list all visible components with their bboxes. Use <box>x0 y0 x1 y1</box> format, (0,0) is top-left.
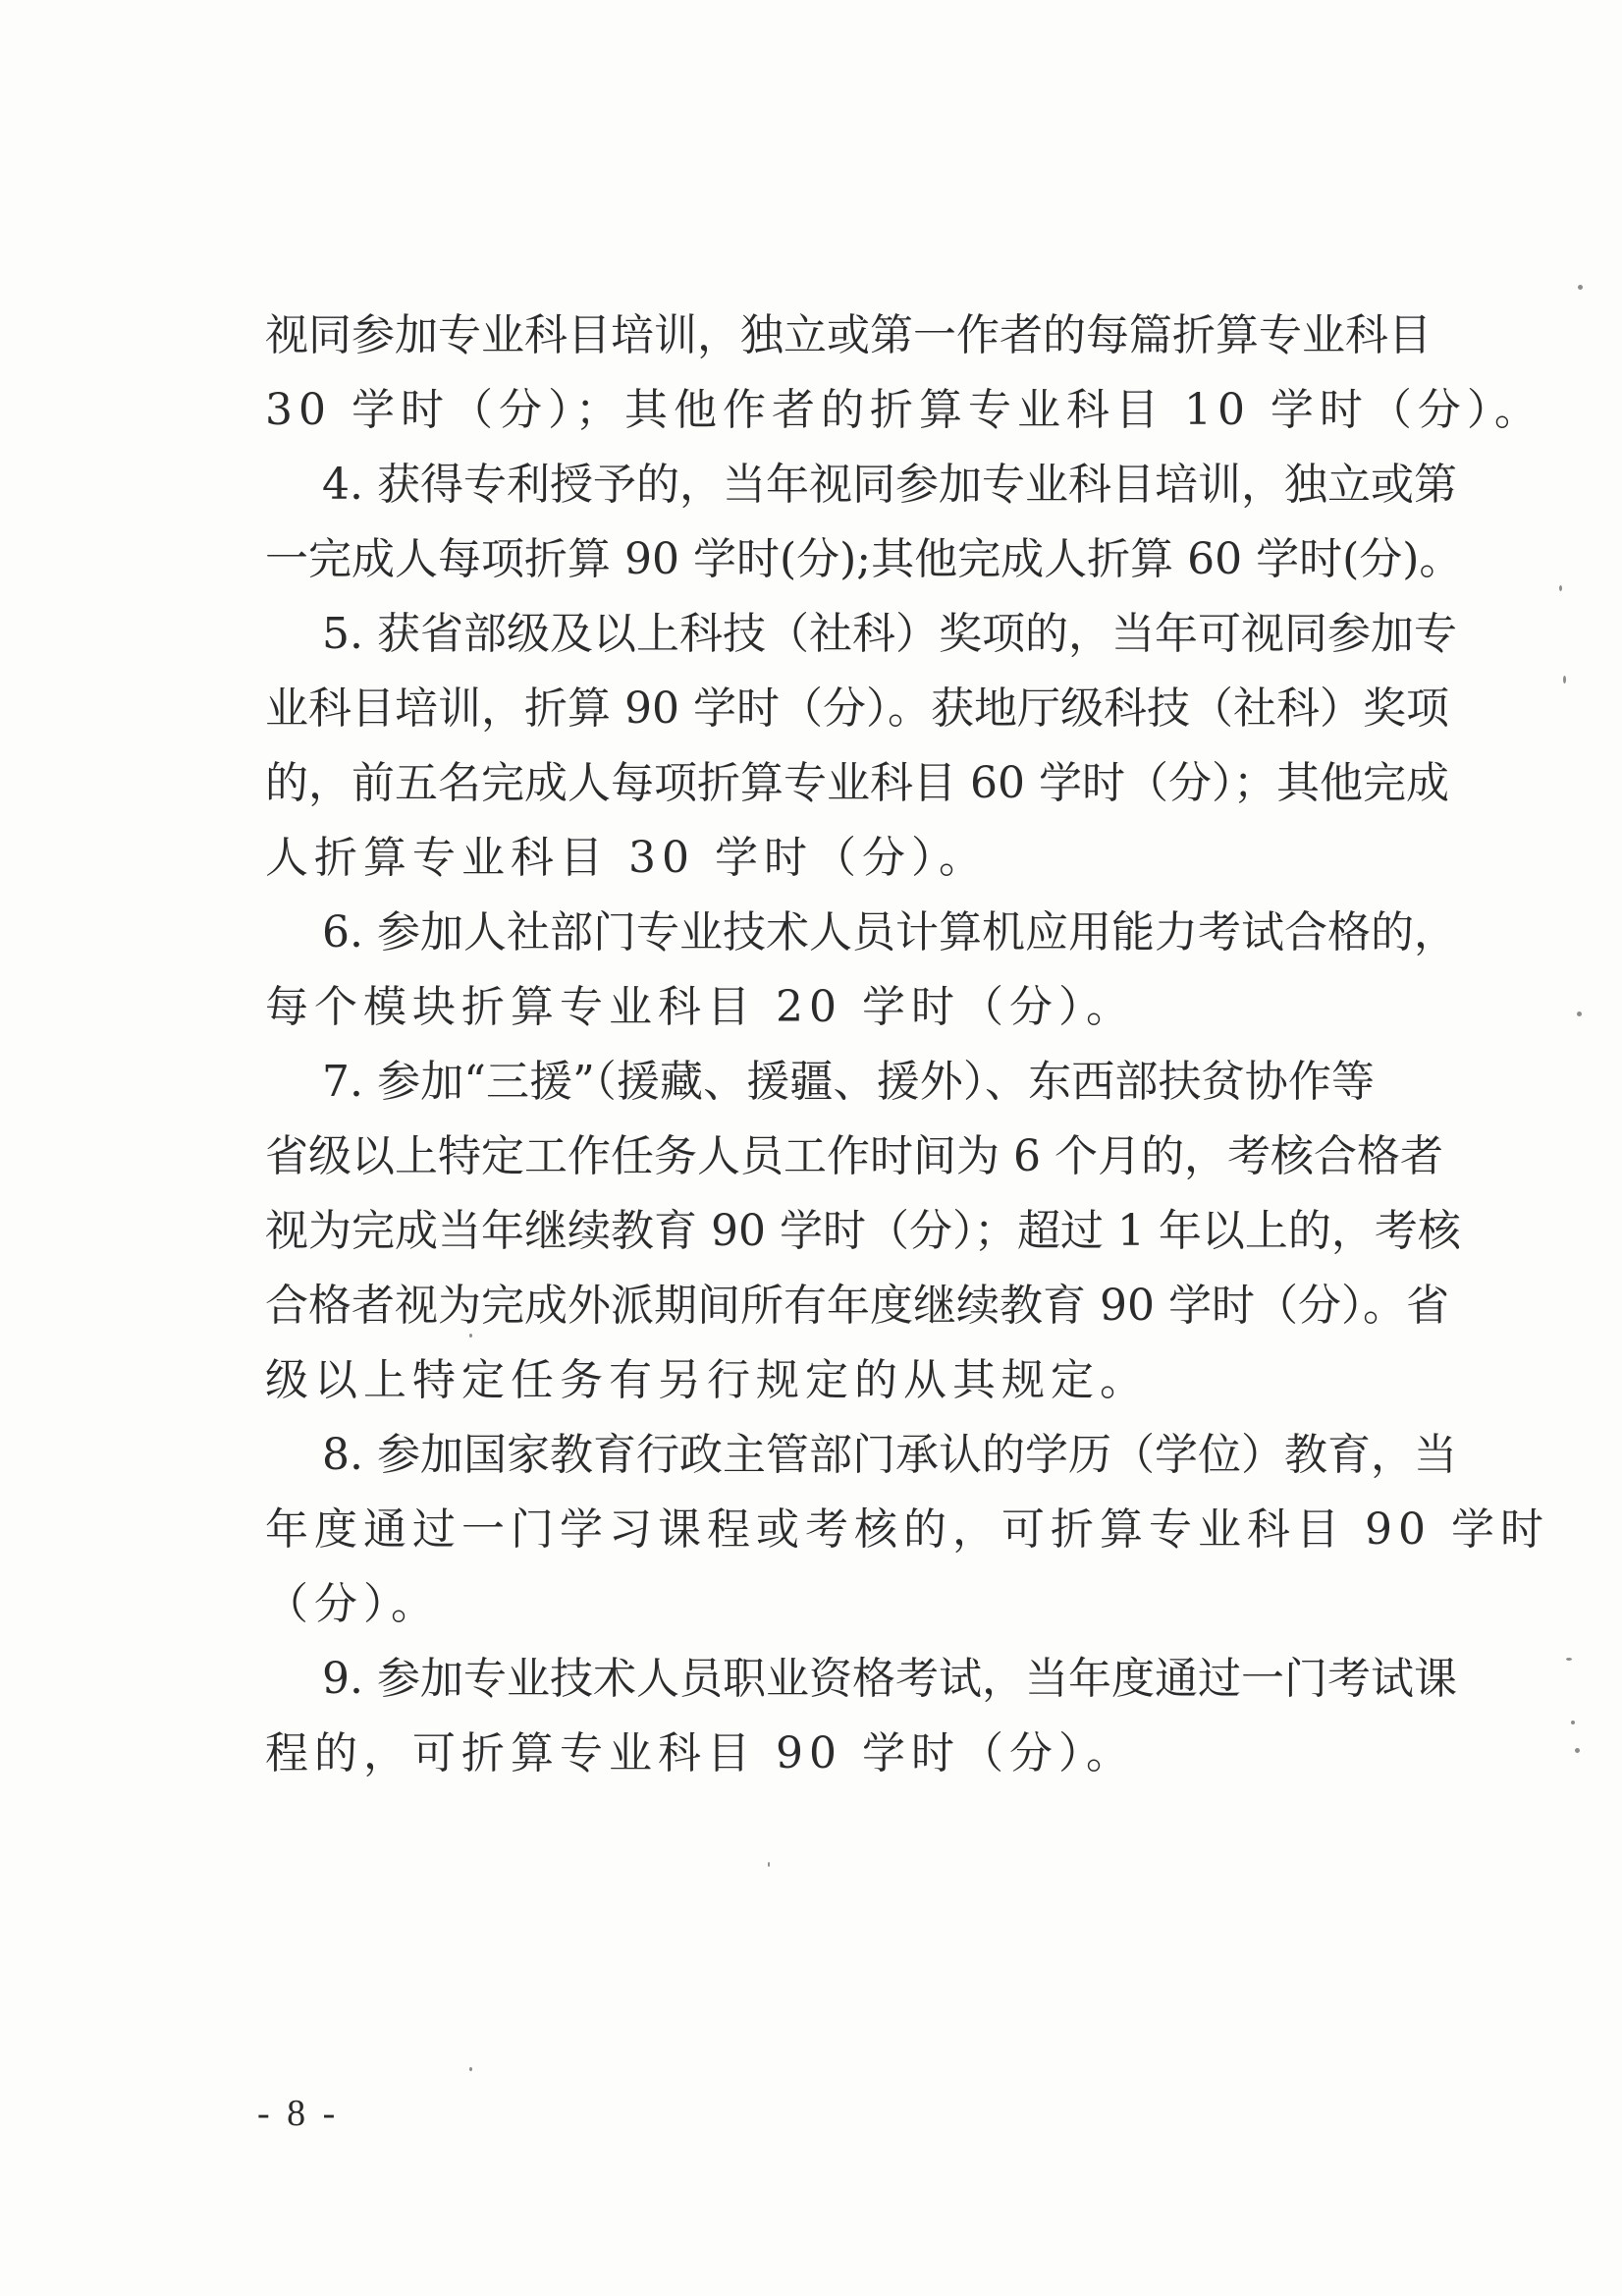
scan-speck <box>1563 676 1566 683</box>
item-9-line: 9. 参加专业技术人员职业资格考试，当年度通过一门考试课 <box>322 1654 1457 1704</box>
page-number: - 8 - <box>257 2093 340 2134</box>
item-5-line: 5. 获省部级及以上科技（社科）奖项的，当年可视同参加专 <box>322 609 1457 659</box>
paragraph-line: 一完成人每项折算 90 学时(分);其他完成人折算 60 学时(分)。 <box>265 534 1463 584</box>
scan-speck <box>469 1334 472 1338</box>
paragraph-line: （分）。 <box>265 1579 440 1629</box>
paragraph-line: 视同参加专业科目培训，独立或第一作者的每篇折算专业科目 <box>265 310 1432 360</box>
scan-speck <box>768 1862 770 1867</box>
item-6-line: 6. 参加人社部门专业技术人员计算机应用能力考试合格的， <box>322 907 1457 957</box>
paragraph-line: 合格者视为完成外派期间所有年度继续教育 90 学时（分）。省 <box>265 1281 1449 1331</box>
paragraph-line: 的，前五名完成人每项折算专业科目 60 学时（分）；其他完成 <box>265 758 1449 808</box>
scan-speck <box>469 2067 472 2071</box>
scan-speck <box>1578 285 1583 290</box>
scan-speck <box>1559 585 1562 591</box>
paragraph-line: 业科目培训，折算 90 学时（分）。获地厅级科技（社科）奖项 <box>265 683 1449 734</box>
item-8-line: 8. 参加国家教育行政主管部门承认的学历（学位）教育，当 <box>322 1430 1457 1480</box>
scan-speck <box>1571 1721 1575 1724</box>
item-7-line: 7. 参加“三援”（援藏、援疆、援外）、东西部扶贫协作等 <box>322 1057 1375 1107</box>
paragraph-line: 30 学时（分）；其他作者的折算专业科目 10 学时（分）。 <box>265 385 1543 435</box>
paragraph-line: 程的，可折算专业科目 90 学时（分）。 <box>265 1728 1135 1778</box>
paragraph-line: 人折算专业科目 30 学时（分）。 <box>265 833 988 883</box>
paragraph-line: 省级以上特定工作任务人员工作时间为 6 个月的，考核合格者 <box>265 1131 1443 1181</box>
scan-speck <box>1575 1748 1580 1753</box>
scan-speck <box>1566 1658 1572 1661</box>
paragraph-line: 年度通过一门学习课程或考核的，可折算专业科目 90 学时 <box>265 1504 1549 1555</box>
paragraph-line: 视为完成当年继续教育 90 学时（分）；超过 1 年以上的，考核 <box>265 1206 1461 1256</box>
paragraph-line: 每个模块折算专业科目 20 学时（分）。 <box>265 982 1135 1032</box>
paragraph-line: 级以上特定任务有另行规定的从其规定。 <box>265 1355 1149 1405</box>
item-4-line: 4. 获得专利授予的，当年视同参加专业科目培训，独立或第 <box>322 460 1457 510</box>
scan-speck <box>1577 1011 1582 1016</box>
